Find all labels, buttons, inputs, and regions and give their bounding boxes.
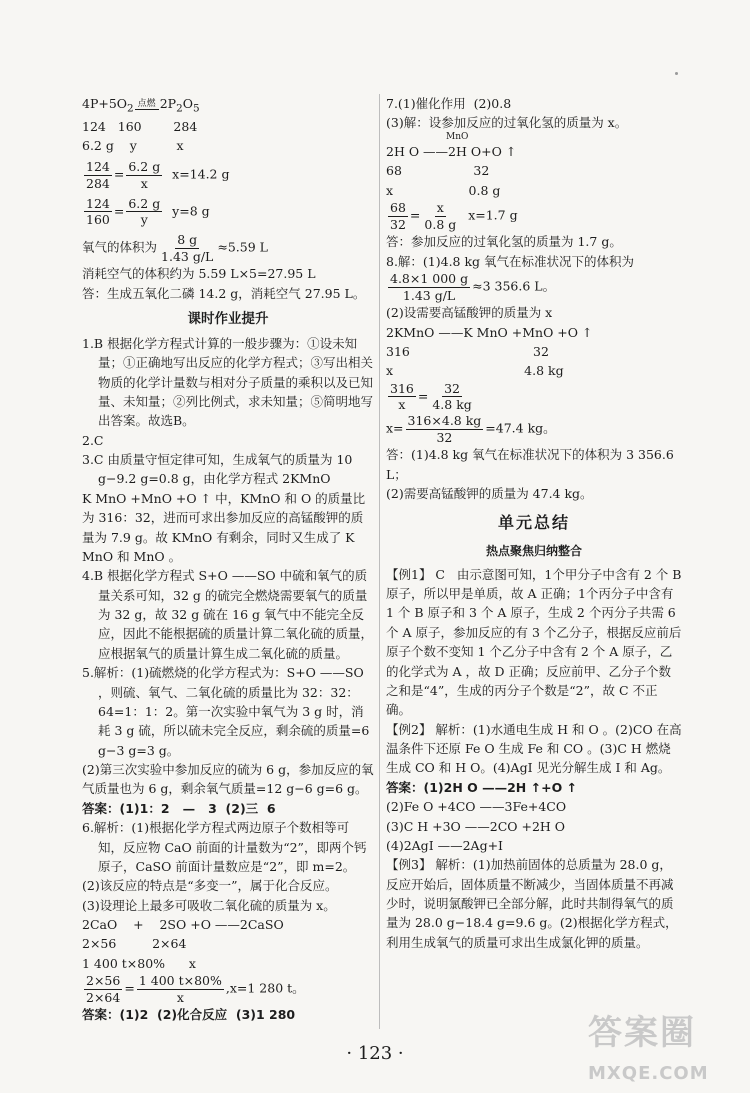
- question-7-condition: MnO: [446, 131, 469, 142]
- question-8-volume: $\frac{4.8\times 1 000 g}{1.43 g/L}$ ≈3 356.6 L。: [390, 270, 556, 303]
- question-8-answer-1: 答：(1)4.8 kg 氧气在标准状况下的体积为 3 356.6 L；: [386, 447, 678, 482]
- question-2: 2.C: [82, 432, 104, 448]
- question-7b: (3)解：设参加反应的过氧化氢的质量为 x。: [386, 115, 628, 131]
- example-2-answer-4: (4)2AgI ——2Ag+I: [386, 837, 503, 853]
- question-4: 4.B 根据化学方程式 S+O ——SO 中硫和氧气的质量关系可知，32 g 的硫完全燃烧需要氧气的质量为 32 g，故 32 g 硫在 16 g 氧气中不能完全反应，因此不能根据硫的质量计算二氧化硫的质量，应根据氧气的质量计算生成二氧化硫的质量。: [82, 568, 374, 661]
- question-7-answer: 答：参加反应的过氧化氢的质量为 1.7 g。: [386, 234, 622, 250]
- question-5-analysis: 5.解析：(1)硫燃烧的化学方程式为：S+O ——SO ，则硫、氧气、二氧化硫的质量比为 32：32：64=1：1：2。第一次实验中氧气为 3 g 时，消耗 3 g 硫，所以硫未完全反应，剩余硫的质量=6 g−3 g=3 g。: [82, 665, 370, 758]
- question-8a: 8.解：(1)4.8 kg 氧气在标准状况下的体积为: [386, 253, 635, 269]
- question-6-proportion: $\frac{2\times 56}{2\times 64}$ = $\frac{1 400 t\times 80\%}{x}$ ,x=1 280 t。: [86, 973, 305, 1005]
- page-speck: [675, 72, 678, 75]
- proportion-y: $\frac{124}{160}$ = $\frac{6.2 g}{y}$ y=8 g: [86, 195, 210, 228]
- air-volume: 消耗空气的体积约为 5.59 L×5=27.95 L: [82, 266, 316, 282]
- question-6-analysis: 6.解析：(1)根据化学方程式两边原子个数相等可知，反应物 CaO 前面的计量数为“2”，即两个钙原子，CaSO 前面计量数应是“2”，即 m=2。: [82, 820, 367, 874]
- question-5-answer: 答案：(1)1：2 — 3 (2)三 6: [82, 800, 276, 816]
- right-column: [386, 94, 686, 952]
- example-2-answer-3: (3)C H +3O ——2CO +2H O: [386, 818, 566, 834]
- condition-label: 点燃: [135, 100, 159, 110]
- question-3b: K MnO +MnO +O ↑ 中，KMnO 和 O 的质量比为 316：32，进而可求出参加反应的高锰酸钾的质量为 7.9 g。故 KMnO 有剩余，同时又生成了 K MnO 和 MnO 。: [82, 490, 366, 564]
- question-7a: 7.(1)催化作用 (2)0.8: [386, 96, 512, 111]
- question-1: 1.B 根据化学方程式计算的一般步骤为：①设未知量；①正确地写出反应的化学方程式；③写出相关物质的化学计量数与相对分子质量的乘积以及已知量、未知量；②列比例式，求未知量；⑤简明地写出答案。故选B。: [82, 335, 374, 429]
- watermark-line-1: 答案圈: [588, 1013, 696, 1053]
- question-8-result: x= $\frac{316\times 4.8 kg}{32}$ =47.4 kg。: [386, 412, 556, 445]
- question-6-molar: 2×56 2×64: [82, 936, 187, 952]
- question-8-proportion: $\frac{316}{x}$ = $\frac{32}{4.8 kg}$: [390, 380, 472, 413]
- question-8-molar: 316 32: [386, 343, 549, 359]
- left-column: [82, 94, 374, 1025]
- phosphorus-equation: $4P+5O_2$ 点燃 $2P_2O_5$: [82, 96, 200, 115]
- example-2-answer-1: 答案：(1)2H O ——2H ↑+O ↑: [386, 779, 578, 795]
- section-title: 课时作业提升: [187, 310, 269, 327]
- page-number: · 123 ·: [346, 1043, 404, 1064]
- answer-line: 答：生成五氧化二磷 14.2 g，消耗空气 27.95 L。: [82, 285, 366, 301]
- oxygen-volume: 氧气的体积为 $\frac{8 g}{1.43 g/L}$ ≈5.59 L: [82, 231, 268, 264]
- question-7-mass: x 0.8 g: [386, 182, 501, 198]
- question-6-mass: 1 400 t×80% x: [82, 955, 196, 971]
- question-6-equation: 2CaO + 2SO +O ——2CaSO: [82, 917, 284, 933]
- question-3a: 3.C 由质量守恒定律可知，生成氧气的质量为 10 g−9.2 g=0.8 g，由化学方程式 2KMnO: [82, 452, 353, 487]
- example-2: 【例2】 解析：(1)水通电生成 H 和 O 。(2)CO 在高温条件下还原 Fe O 生成 Fe 和 CO 。(3)C H 燃烧生成 CO 和 H O。(4)AgI 见光分解生成 I 和 Ag。: [386, 721, 682, 776]
- question-8b: (2)设需要高锰酸钾的质量为 x: [386, 305, 553, 321]
- unit-summary-title: 单元总结: [497, 513, 570, 533]
- example-2-answer-2: (2)Fe O +4CO ——3Fe+4CO: [386, 799, 567, 815]
- question-8-answer-2: (2)需要高锰酸钾的质量为 47.4 kg。: [386, 485, 593, 501]
- question-7-proportion: $\frac{68}{32}$ = $\frac{x}{0.8 g}$ x=1.7 g: [390, 199, 518, 232]
- question-6-part3: (3)设理论上最多可吸收二氧化硫的质量为 x。: [82, 897, 336, 913]
- question-5-part2: (2)第三次实验中参加反应的硫为 6 g，参加反应的氧气质量也为 6 g，剩余氧气质量=12 g−6 g=6 g。: [82, 762, 374, 797]
- question-7-molar: 68 32: [386, 163, 490, 179]
- question-6-answer: 答案：(1)2 (2)化合反应 (3)1 280: [82, 1007, 296, 1023]
- proportion-x: $\frac{124}{284}$ = $\frac{6.2 g}{x}$ x=14.2 g: [86, 159, 230, 192]
- column-divider: [379, 94, 380, 1029]
- question-8-mass: x 4.8 kg: [386, 363, 564, 379]
- watermark-logo: [588, 1007, 738, 1087]
- question-6-part2: (2)该反应的特点是“多变一”，属于化合反应。: [82, 878, 338, 894]
- question-7-equation: 2H O ——2H O+O ↑: [386, 143, 517, 159]
- watermark-line-2: MXQE.COM: [588, 1062, 709, 1084]
- mass-row: 6.2 g y x: [82, 138, 184, 154]
- question-8-equation: 2KMnO ——K MnO +MnO +O ↑: [386, 324, 593, 340]
- molar-mass-row: 124 160 284: [82, 118, 198, 134]
- example-1: 【例1】 C 由示意图可知，1个甲分子中含有 2 个 B 原子，所以甲是单质，故 A 正确；1个丙分子中含有 1 个 B 原子和 3 个 A 原子，生成 2 个丙分子共需 6 个 A 原子，参加反应的有 3 个乙分子，根据反应前后原子个数不变知 1 个乙分子中含有 2 个 A 原子，乙的化学式为 A ，故 D 正确；反应前甲、乙分子个数之和是“4”，生成的丙分子个数是“2”，故 C 不正确。: [386, 566, 686, 718]
- hotspot-subtitle: 热点聚焦归纳整合: [485, 544, 582, 559]
- example-3: 【例3】 解析：(1)加热前固体的总质量为 28.0 g，反应开始后，固体质量不断减少，当固体质量不再减少时，说明氯酸钾已全部分解，此时共制得氧气的质量为 28.0 g−18.4 g=9.6 g。(2)根据化学方程式，利用生成氧气的质量可求出生成氯化钾的质量。: [386, 857, 678, 950]
